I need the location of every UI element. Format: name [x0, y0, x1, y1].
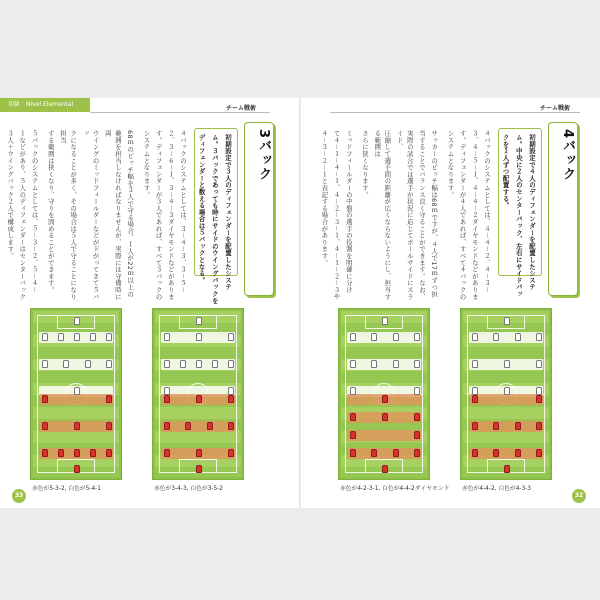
white-player-goalkeeper: [382, 317, 388, 325]
red-player-goalkeeper: [382, 465, 388, 473]
red-player: [106, 395, 112, 403]
left-body-text: [6, 130, 188, 300]
right-page-number: 32: [572, 489, 586, 503]
white-player: [164, 333, 170, 341]
left-title-box: [244, 122, 274, 296]
formation-pitch-4-2-3-1: [338, 308, 430, 480]
white-player: [85, 360, 91, 368]
left-body-line: １などがあり、５人のディフェンダーはセンターバック: [18, 130, 27, 300]
white-player: [493, 333, 499, 341]
red-player: [228, 395, 234, 403]
red-player: [493, 422, 499, 430]
red-player: [106, 422, 112, 430]
white-player: [42, 333, 48, 341]
white-player: [106, 360, 112, 368]
red-line-band: [347, 430, 421, 441]
left-caption: 赤色が3-4-3, 白色が3-5-2: [154, 486, 223, 492]
white-player: [536, 360, 542, 368]
right-body-line: 当することでバランス良く守ることができます。なお、: [417, 130, 426, 300]
red-player: [414, 413, 420, 421]
red-player: [350, 449, 356, 457]
left-body-line: ３人＋ウイングバック２人で構成します。: [6, 130, 15, 260]
white-player: [393, 360, 399, 368]
white-player: [371, 360, 377, 368]
right-body-line: 圧縮して選手間の距離が広くならないようにし、担当する範囲は: [373, 130, 392, 300]
red-player-goalkeeper: [504, 465, 510, 473]
right-body-line: ミッドフィールダーの中盤の選手の役割を明確に分け: [344, 130, 353, 294]
red-player: [196, 449, 202, 457]
white-player: [393, 333, 399, 341]
red-player: [185, 422, 191, 430]
red-line-band: [469, 448, 543, 459]
left-body-line: 範囲を担当しなければなりませんが、実際には守備時に両: [103, 130, 122, 300]
right-highlight-line: 初期設定で４人のディフェンダーを配置したシステ: [528, 134, 536, 291]
white-player: [515, 333, 521, 341]
level-badge-prefix: 初級: [8, 101, 21, 108]
left-body-line: システムとなります。: [142, 130, 151, 198]
white-player: [536, 333, 542, 341]
right-header-rule: [330, 112, 580, 113]
white-player: [106, 333, 112, 341]
red-line-band: [39, 394, 113, 405]
red-player: [164, 449, 170, 457]
left-body-line: クになることが多く、その場合は５人で守ることになり担当: [58, 130, 78, 300]
left-section-label: チーム戦術: [226, 105, 257, 112]
red-player: [164, 395, 170, 403]
red-player: [472, 449, 478, 457]
white-player: [228, 387, 234, 395]
white-player: [228, 333, 234, 341]
red-player: [382, 395, 388, 403]
white-player: [350, 333, 356, 341]
level-badge-label: Nivel Elemental: [26, 101, 74, 108]
white-player: [196, 360, 202, 368]
left-highlight-line: ディフェンダーと数える場合は５バックとなる。: [197, 134, 206, 284]
red-player: [90, 449, 96, 457]
red-player: [207, 422, 213, 430]
red-line-band: [161, 421, 235, 432]
white-player: [504, 360, 510, 368]
red-player: [515, 422, 521, 430]
white-player: [414, 360, 420, 368]
left-body-line: す。ディフェンダーが３人であれば、すべて３バックの: [154, 130, 163, 300]
red-player: [228, 449, 234, 457]
white-player-goalkeeper: [504, 317, 510, 325]
red-player: [42, 395, 48, 403]
left-page-number: 33: [12, 489, 26, 503]
red-player: [493, 449, 499, 457]
right-caption: 赤色が4-4-2, 白色が4-3-3: [462, 486, 531, 492]
left-highlight-box: [194, 128, 238, 304]
white-player: [228, 360, 234, 368]
white-line-band: [347, 332, 421, 343]
white-player: [74, 333, 80, 341]
right-body-line: さらに狭くなります。: [360, 130, 369, 198]
red-player: [74, 422, 80, 430]
right-title-box: [548, 122, 578, 296]
left-header-rule: [90, 112, 270, 113]
red-player: [536, 395, 542, 403]
red-player: [42, 422, 48, 430]
left-body-line: する範囲は狭くなり、守りを固めることができます。: [46, 130, 55, 294]
white-player: [536, 387, 542, 395]
white-player: [504, 387, 510, 395]
white-player: [196, 333, 202, 341]
white-player: [212, 360, 218, 368]
left-body-line: ４バックのシステムとしては、３－４－３、３－５－: [179, 130, 187, 294]
red-player: [350, 431, 356, 439]
right-caption: 赤色が4-2-3-1, 白色が4-4-2ダイヤモンド: [340, 486, 450, 492]
white-player: [63, 360, 69, 368]
white-player: [472, 387, 478, 395]
red-player: [164, 422, 170, 430]
right-body-line: す。ディフェンダーが４人であれば、すべて４バックの: [458, 130, 467, 300]
white-player: [180, 360, 186, 368]
level-badge: [0, 98, 90, 112]
right-body-line: ４－３－２－１と表記する場合があります。: [320, 130, 329, 266]
white-player: [472, 360, 478, 368]
white-player-goalkeeper: [196, 317, 202, 325]
red-player: [515, 449, 521, 457]
right-highlight-box: [498, 128, 542, 298]
formation-pitch-4-4-2: [460, 308, 552, 480]
right-body-line: ４バックのシステムとしては、４－４－２、４－３－: [483, 130, 491, 294]
red-player: [472, 422, 478, 430]
red-line-band: [347, 448, 421, 459]
red-player-goalkeeper: [74, 465, 80, 473]
white-player: [58, 333, 64, 341]
left-highlight-line: ム。３バックであっても時にサイドのウイングバックを: [210, 134, 219, 304]
white-player: [414, 387, 420, 395]
white-player: [472, 333, 478, 341]
formation-pitch-5-3-2: [30, 308, 122, 480]
red-player-goalkeeper: [196, 465, 202, 473]
white-player: [42, 360, 48, 368]
white-line-band: [39, 359, 113, 370]
white-player: [350, 387, 356, 395]
red-player: [42, 449, 48, 457]
white-player: [350, 360, 356, 368]
gutter: [299, 98, 301, 508]
white-player: [74, 387, 80, 395]
white-line-band: [347, 359, 421, 370]
red-player: [58, 449, 64, 457]
left-caption: 赤色が5-3-2, 白色が5-4-1: [32, 486, 101, 492]
red-player: [371, 449, 377, 457]
formation-pitch-3-4-3: [152, 308, 244, 480]
left-body-line: 68ｍのピッチ幅を３人で守る場合、１人が22ｍ以上の: [126, 130, 135, 298]
red-player: [472, 395, 478, 403]
white-player: [371, 333, 377, 341]
left-body-line: ５バックのシステムとしては、５－３－２、５－４－: [30, 130, 39, 294]
left-body-line: ウイングのミッドフィールダーなどが下がってきて５バッ: [81, 130, 100, 300]
right-highlight-line: ム。中央に２人のセンターバック、左右にサイドバッ: [514, 134, 523, 298]
red-player: [106, 449, 112, 457]
white-player: [164, 387, 170, 395]
white-player: [90, 333, 96, 341]
right-highlight-line: クを１人ずつ配置する。: [501, 134, 510, 209]
white-line-band: [469, 332, 543, 343]
red-player: [414, 449, 420, 457]
right-page-title: 4バック: [560, 129, 575, 182]
left-body-line: ２、３－６－１、３－４－３ダイヤモンドなどがありま: [166, 130, 175, 300]
red-line-band: [469, 421, 543, 432]
right-body-line: サッカーのピッチ幅は68ｍですが、４人で17ｍずつ担: [430, 130, 439, 298]
red-player: [196, 395, 202, 403]
red-player: [536, 449, 542, 457]
left-page-title: 3バック: [256, 129, 271, 182]
red-player: [74, 449, 80, 457]
right-body-line: ３、４－５－１、４－４－２ダイヤモンドなどがありま: [470, 130, 479, 300]
right-body-line: て４－１－４－１、４－２－３－１、４－１－２－３や: [332, 130, 341, 300]
right-body-text: [320, 130, 492, 300]
white-player-goalkeeper: [74, 317, 80, 325]
book-spread: [0, 98, 600, 508]
red-player: [393, 449, 399, 457]
right-section-label: チーム戦術: [540, 105, 571, 112]
red-player: [350, 413, 356, 421]
left-highlight-line: 初期設定で３人のディフェンダーを配置したシステ: [224, 134, 232, 291]
white-player: [414, 333, 420, 341]
red-player: [228, 422, 234, 430]
right-body-line: システムとなります。: [446, 130, 455, 198]
white-player: [164, 360, 170, 368]
red-player: [382, 413, 388, 421]
red-player: [536, 422, 542, 430]
red-player: [414, 431, 420, 439]
right-body-line: 実際の試合では選手が状況に応じてボールサイドにスライド、: [395, 130, 414, 300]
red-line-band: [469, 394, 543, 405]
